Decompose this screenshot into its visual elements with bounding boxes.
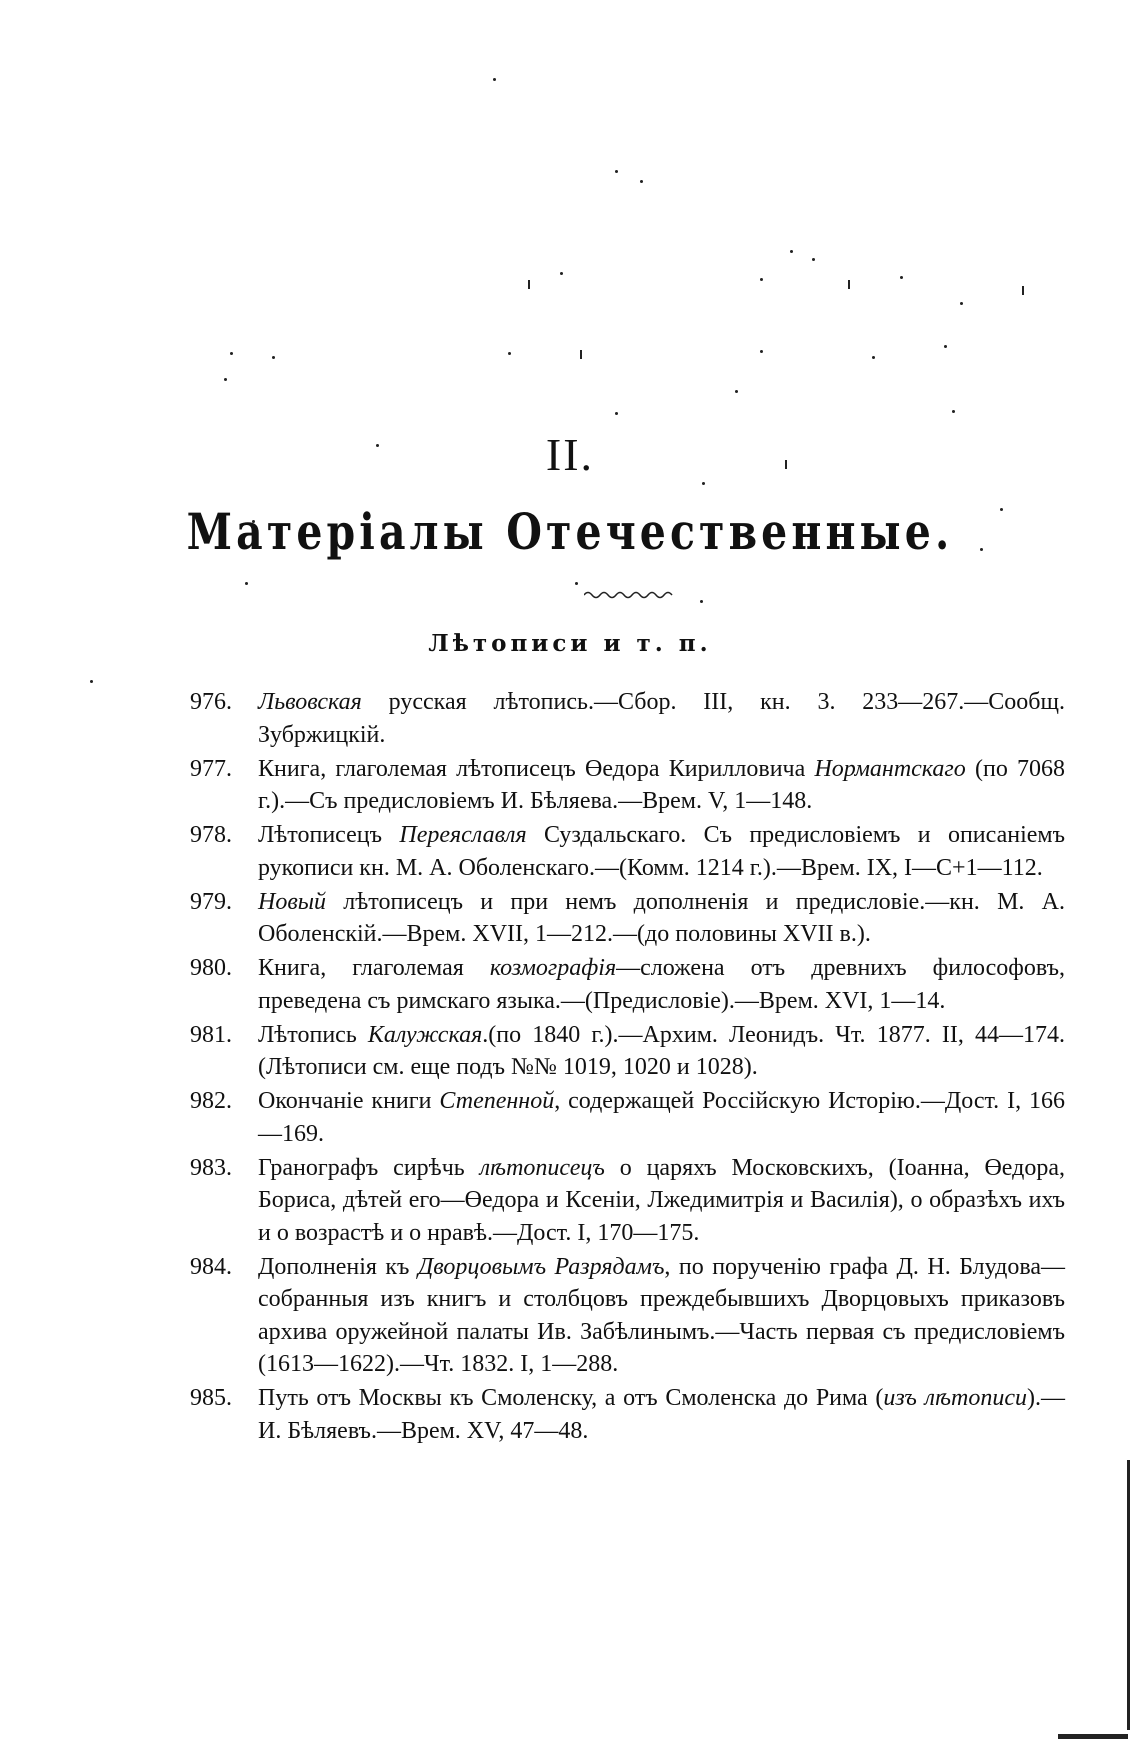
entry-italic-text: Калужская bbox=[367, 1021, 483, 1048]
entry-italic-text: лѣтописецъ bbox=[479, 1154, 605, 1181]
bibliography-entry bbox=[190, 886, 1065, 951]
section-numeral: II. bbox=[545, 429, 595, 480]
entry-text: русская лѣтопись.—Сбор. III, кн. 3. 233—267.—Сообщ. Зубржицкій. bbox=[258, 689, 1065, 748]
page-edge-mark bbox=[1127, 1460, 1130, 1730]
entry-italic-text: Степенной bbox=[439, 1088, 555, 1114]
entry-number: 978. bbox=[190, 822, 232, 848]
bibliography-entry bbox=[190, 1152, 1065, 1250]
entry-italic-text: Переяславля bbox=[399, 822, 527, 848]
bibliography-entry bbox=[190, 1085, 1065, 1150]
entry-italic-text: изъ лѣтописи bbox=[883, 1385, 1027, 1411]
bibliography-entry bbox=[190, 1251, 1065, 1381]
entry-number: 980. bbox=[190, 955, 232, 981]
section-title: Матеріалы Отечественные. bbox=[186, 502, 954, 561]
entry-italic-text: Нормантскаго bbox=[814, 755, 966, 782]
bibliography-entry bbox=[190, 1019, 1065, 1084]
entry-italic-text: Львовская bbox=[258, 689, 362, 715]
entry-text: , содержащей Россійскую Исторію.—Дост. I, 166—169. bbox=[258, 1088, 1065, 1147]
entry-number: 983. bbox=[190, 1154, 232, 1181]
entry-number: 984. bbox=[190, 1253, 232, 1280]
entry-text: Окончаніе книги bbox=[258, 1088, 440, 1114]
bibliography-entry bbox=[190, 686, 1065, 751]
entry-text: , по порученію графа Д. Н. Блудова—собранныя изъ книгъ и столбцовъ преждебывшихъ Дворцовыхъ приказовъ архива оружейной палаты Ив. Забѣлинымъ.—Часть первая съ предисловіемъ (1613—1622).—Чт. 1832. I, 1—288. bbox=[258, 1253, 1065, 1377]
page-corner-mark bbox=[1058, 1734, 1128, 1739]
section-subtitle: Лѣтописи и т. п. bbox=[428, 630, 712, 657]
entry-text: Книга, глаголемая bbox=[258, 955, 490, 981]
entry-number: 982. bbox=[190, 1088, 232, 1114]
entry-text: —сложена отъ древнихъ философовъ, преведена съ римскаго языка.—(Предисловіе).—Врем. XVI, 1—14. bbox=[258, 955, 1065, 1014]
entry-italic-text: Новый bbox=[258, 888, 327, 915]
entry-text: о царяхъ Московскихъ, (Іоанна, Өедора, Бориса, дѣтей его—Өедора и Ксеніи, Лжедимитрія и Василія), о образѣхъ ихъ и о возрастѣ и о нравѣ.—Дост. I, 170—175. bbox=[258, 1154, 1065, 1246]
entry-italic-text: Дворцовымъ Разрядамъ bbox=[417, 1253, 665, 1280]
entry-text: Книга, глаголемая лѣтописецъ Өедора Кирилловича bbox=[258, 755, 815, 782]
entry-text: Дополненія къ bbox=[258, 1253, 418, 1280]
entry-number: 981. bbox=[190, 1021, 232, 1048]
entry-text: Лѣтопись bbox=[258, 1021, 368, 1048]
entry-text: Гранографъ сирѣчь bbox=[258, 1154, 480, 1181]
entry-italic-text: козмографія bbox=[489, 955, 617, 981]
entry-text: Лѣтописецъ bbox=[258, 822, 400, 848]
bibliography-entry bbox=[190, 753, 1065, 818]
bibliography-entry bbox=[190, 952, 1065, 1017]
entry-number: 979. bbox=[190, 888, 232, 915]
bibliography-entry bbox=[190, 1382, 1065, 1447]
entry-number: 977. bbox=[190, 755, 232, 782]
entry-text: лѣтописецъ и при немъ дополненія и предисловіе.—кн. М. А. Оболенскій.—Врем. XVII, 1—212.—(до половины XVII в.). bbox=[258, 888, 1065, 947]
entry-text: .(по 1840 г.).—Архим. Леонидъ. Чт. 1877. II, 44—174. (Лѣтописи см. еще подъ №№ 1019, 1020 и 1028). bbox=[258, 1021, 1065, 1080]
entry-list bbox=[190, 686, 1065, 1449]
entry-text: (по 7068 г.).—Съ предисловіемъ И. Бѣляева.—Врем. V, 1—148. bbox=[258, 755, 1066, 814]
entry-number: 976. bbox=[190, 689, 232, 715]
entry-text: Суздальскаго. Съ предисловіемъ и описаніемъ рукописи кн. М. А. Оболенскаго.—(Комм. 1214 г.).—Врем. IX, I—C+1—112. bbox=[258, 822, 1065, 881]
entry-text: ).—И. Бѣляевъ.—Врем. XV, 47—48. bbox=[258, 1385, 1065, 1444]
wavy-rule-ornament bbox=[584, 590, 674, 600]
entry-number: 985. bbox=[190, 1385, 232, 1411]
bibliography-entry bbox=[190, 819, 1065, 884]
entry-text: Путь отъ Москвы къ Смоленску, а отъ Смоленска до Рима ( bbox=[258, 1385, 884, 1411]
